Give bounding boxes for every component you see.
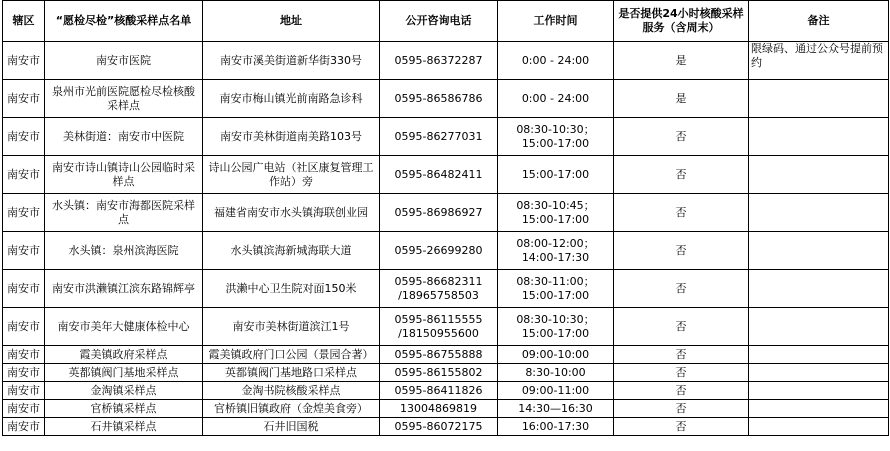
cell-hours-line: 09:00-11:00 [521,383,590,397]
cell-note [749,194,889,232]
cell-hours-line: 08:30-11:00； [516,274,595,288]
cell-phone [380,118,498,156]
cell-address: 南安市梅山镇光前南路急诊科 [203,80,380,118]
cell-district: 南安市 [3,118,45,156]
cell-24h-service: 否 [614,156,749,194]
cell-site-name: 美林街道：南安市中医院 [45,118,203,156]
cell-phone [380,382,498,400]
cell-phone [380,194,498,232]
cell-district: 南安市 [3,232,45,270]
table-row [3,156,889,194]
cell-24h-service: 否 [614,194,749,232]
cell-24h-service: 否 [614,118,749,156]
cell-24h-service: 否 [614,308,749,346]
cell-24h-service: 否 [614,400,749,418]
cell-phone [380,156,498,194]
cell-24h-service: 否 [614,346,749,364]
header-row [3,1,889,42]
cell-hours [498,118,614,156]
cell-address: 官桥镇旧镇政府（金煌美食旁） [203,400,380,418]
cell-hours-line: 15:00-17:00 [521,288,590,302]
table-row [3,232,889,270]
cell-site-name: 英都镇阀门基地采样点 [45,364,203,382]
header-address: 地址 [203,1,380,42]
cell-hours-line: 15:00-17:00 [521,212,590,226]
table-row [3,364,889,382]
cell-hours [498,418,614,436]
cell-hours-line: 08:00-12:00； [516,236,595,250]
cell-hours [498,382,614,400]
cell-note [749,382,889,400]
cell-district: 南安市 [3,346,45,364]
header-note: 备注 [749,1,889,42]
cell-phone-line: /18150955600 [398,326,479,340]
cell-site-name: 霞美镇政府采样点 [45,346,203,364]
cell-phone-line: 0595-86586786 [394,91,483,105]
cell-phone [380,42,498,80]
cell-address: 水头镇滨海新城海联大道 [203,232,380,270]
cell-24h-service: 是 [614,42,749,80]
cell-hours-line: 15:00-17:00 [521,167,590,181]
table-row [3,118,889,156]
table-row [3,270,889,308]
cell-site-name: 南安市医院 [45,42,203,80]
cell-hours-line: 8:30-10:00 [525,365,586,379]
cell-phone-line: 0595-86411826 [394,383,483,397]
cell-site-name: 南安市诗山镇诗山公园临时采样点 [45,156,203,194]
cell-hours-line: 14:00-17:30 [521,250,590,264]
cell-hours-line: 14:30—16:30 [518,401,593,415]
cell-site-name: 泉州市光前医院愿检尽检核酸采样点 [45,80,203,118]
header-hours: 工作时间 [498,1,614,42]
cell-address: 石井旧国税 [203,418,380,436]
cell-hours [498,80,614,118]
header-24h-service: 是否提供24小时核酸采样服务（含周末） [614,1,749,42]
table-row [3,418,889,436]
cell-site-name: 石井镇采样点 [45,418,203,436]
cell-phone-line: 0595-86072175 [394,419,483,433]
cell-site-name: 水头镇：泉州滨海医院 [45,232,203,270]
cell-phone [380,270,498,308]
cell-district: 南安市 [3,308,45,346]
cell-phone [380,232,498,270]
cell-hours [498,156,614,194]
cell-note [749,80,889,118]
cell-district: 南安市 [3,418,45,436]
table-row [3,346,889,364]
table-row [3,80,889,118]
cell-address: 金淘书院核酸采样点 [203,382,380,400]
cell-phone [380,364,498,382]
cell-hours-line: 09:00-10:00 [521,347,590,361]
header-district: 辖区 [3,1,45,42]
cell-hours-line: 0:00 - 24:00 [521,53,590,67]
cell-hours-line: 08:30-10:45； [516,198,595,212]
cell-phone [380,80,498,118]
cell-hours-line: 16:00-17:30 [521,419,590,433]
cell-district: 南安市 [3,382,45,400]
cell-phone [380,418,498,436]
cell-phone-line: 0595-86755888 [394,347,483,361]
cell-phone-line: 0595-86986927 [394,205,483,219]
cell-hours [498,364,614,382]
cell-24h-service: 否 [614,232,749,270]
cell-address: 诗山公园广电站（社区康复管理工作站）旁 [203,156,380,194]
cell-hours-line: 0:00 - 24:00 [521,91,590,105]
cell-address: 霞美镇政府门口公园（景园合著） [203,346,380,364]
cell-note [749,270,889,308]
cell-24h-service: 否 [614,364,749,382]
table-body [3,42,889,436]
cell-24h-service: 否 [614,270,749,308]
cell-note [749,346,889,364]
cell-phone-line: 0595-86115555 [394,312,483,326]
sampling-sites-table [2,0,889,436]
cell-site-name: 南安市洪濑镇江滨东路锦辉亭 [45,270,203,308]
cell-note [749,232,889,270]
table-row [3,42,889,80]
cell-site-name: 水头镇：南安市海都医院采样点 [45,194,203,232]
cell-site-name: 南安市美年大健康体检中心 [45,308,203,346]
cell-district: 南安市 [3,270,45,308]
cell-district: 南安市 [3,42,45,80]
cell-hours [498,400,614,418]
table-row [3,308,889,346]
cell-phone-line: /18965758503 [398,288,479,302]
cell-hours [498,232,614,270]
header-phone: 公开咨询电话 [380,1,498,42]
cell-phone-line: 0595-86277031 [394,129,483,143]
cell-note [749,364,889,382]
cell-hours [498,42,614,80]
cell-phone-line: 0595-86482411 [394,167,483,181]
cell-note [749,400,889,418]
cell-note: 限绿码、通过公众号提前预约 [749,42,889,80]
cell-district: 南安市 [3,194,45,232]
cell-note [749,418,889,436]
cell-note [749,118,889,156]
cell-hours-line: 15:00-17:00 [521,326,590,340]
cell-phone-line: 0595-86682311 [394,274,483,288]
cell-note [749,156,889,194]
cell-address: 英都镇阀门基地路口采样点 [203,364,380,382]
cell-district: 南安市 [3,156,45,194]
cell-phone [380,308,498,346]
cell-hours-line: 08:30-10:30； [516,122,595,136]
cell-district: 南安市 [3,364,45,382]
cell-phone-line: 0595-26699280 [394,243,483,257]
header-site-name: “愿检尽检”核酸采样点名单 [45,1,203,42]
table-row [3,194,889,232]
cell-hours [498,270,614,308]
cell-address: 南安市美林街道滨江1号 [203,308,380,346]
cell-site-name: 金淘镇采样点 [45,382,203,400]
cell-hours [498,194,614,232]
cell-phone-line: 0595-86372287 [394,53,483,67]
table-row [3,382,889,400]
cell-hours-line: 08:30-10:30； [516,312,595,326]
cell-hours [498,346,614,364]
cell-district: 南安市 [3,400,45,418]
cell-note [749,308,889,346]
cell-24h-service: 否 [614,382,749,400]
cell-24h-service: 否 [614,418,749,436]
cell-24h-service: 是 [614,80,749,118]
table-row [3,400,889,418]
cell-phone [380,346,498,364]
cell-phone-line: 13004869819 [400,401,477,415]
cell-site-name: 官桥镇采样点 [45,400,203,418]
cell-address: 洪濑中心卫生院对面150米 [203,270,380,308]
cell-district: 南安市 [3,80,45,118]
cell-hours [498,308,614,346]
cell-phone-line: 0595-86155802 [394,365,483,379]
cell-address: 南安市美林街道南美路103号 [203,118,380,156]
cell-address: 南安市溪美街道新华街330号 [203,42,380,80]
cell-hours-line: 15:00-17:00 [521,136,590,150]
cell-phone [380,400,498,418]
cell-address: 福建省南安市水头镇海联创业园 [203,194,380,232]
